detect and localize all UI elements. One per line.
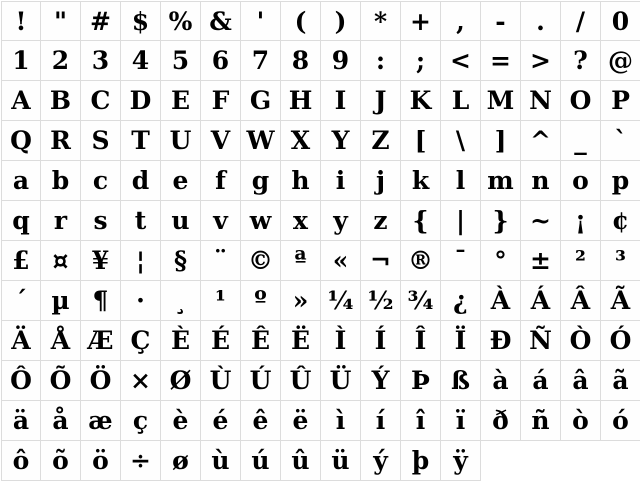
glyph-cell[interactable]: o — [561, 161, 601, 201]
glyph-cell[interactable]: Â — [561, 281, 601, 321]
glyph-cell[interactable]: ' — [241, 1, 281, 41]
glyph-cell[interactable]: q — [1, 201, 41, 241]
glyph-cell[interactable]: t — [121, 201, 161, 241]
glyph-cell[interactable]: ) — [321, 1, 361, 41]
glyph-cell[interactable]: ï — [441, 401, 481, 441]
glyph-cell[interactable]: H — [281, 81, 321, 121]
glyph-cell[interactable]: F — [201, 81, 241, 121]
glyph-cell[interactable]: 1 — [1, 41, 41, 81]
glyph-cell[interactable]: 8 — [281, 41, 321, 81]
glyph-cell[interactable]: ù — [201, 441, 241, 481]
glyph-cell[interactable]: ! — [1, 1, 41, 41]
glyph-cell[interactable]: ¦ — [121, 241, 161, 281]
glyph-cell[interactable]: ÿ — [441, 441, 481, 481]
glyph-cell[interactable]: M — [481, 81, 521, 121]
glyph-row — [1, 41, 640, 81]
glyph-cell[interactable]: G — [241, 81, 281, 121]
glyph-cell[interactable]: Ò — [561, 321, 601, 361]
glyph-cell[interactable]: u — [161, 201, 201, 241]
glyph-cell[interactable]: è — [161, 401, 201, 441]
glyph-cell[interactable]: é — [201, 401, 241, 441]
glyph-cell[interactable]: / — [561, 1, 601, 41]
glyph-cell[interactable]: ¹ — [201, 281, 241, 321]
glyph-cell[interactable]: & — [201, 1, 241, 41]
glyph-row — [1, 201, 640, 241]
glyph-cell[interactable]: Ë — [281, 321, 321, 361]
glyph-cell[interactable]: Ð — [481, 321, 521, 361]
glyph-cell[interactable]: _ — [561, 121, 601, 161]
glyph-cell[interactable]: 9 — [321, 41, 361, 81]
glyph-cell[interactable]: º — [241, 281, 281, 321]
glyph-cell[interactable]: i — [321, 161, 361, 201]
glyph-cell[interactable]: : — [361, 41, 401, 81]
glyph-cell[interactable]: î — [401, 401, 441, 441]
glyph-cell[interactable]: w — [241, 201, 281, 241]
glyph-cell[interactable]: B — [41, 81, 81, 121]
glyph-cell[interactable]: ± — [521, 241, 561, 281]
glyph-cell[interactable]: 6 — [201, 41, 241, 81]
glyph-cell[interactable]: } — [481, 201, 521, 241]
glyph-cell[interactable]: J — [361, 81, 401, 121]
glyph-cell[interactable]: + — [401, 1, 441, 41]
glyph-cell[interactable]: Ý — [361, 361, 401, 401]
glyph-cell[interactable]: [ — [401, 121, 441, 161]
glyph-cell[interactable]: m — [481, 161, 521, 201]
glyph-cell[interactable]: Y — [321, 121, 361, 161]
glyph-cell[interactable]: Ï — [441, 321, 481, 361]
glyph-cell[interactable]: z — [361, 201, 401, 241]
glyph-cell[interactable]: ¾ — [401, 281, 441, 321]
glyph-cell[interactable]: > — [521, 41, 561, 81]
glyph-cell[interactable]: P — [601, 81, 640, 121]
glyph-cell[interactable]: ê — [241, 401, 281, 441]
glyph-cell[interactable]: £ — [1, 241, 41, 281]
glyph-cell[interactable]: E — [161, 81, 201, 121]
glyph-cell[interactable]: þ — [401, 441, 441, 481]
glyph-row — [1, 441, 640, 481]
glyph-cell[interactable]: Q — [1, 121, 41, 161]
glyph-cell[interactable]: À — [481, 281, 521, 321]
glyph-cell[interactable]: , — [441, 1, 481, 41]
glyph-cell[interactable]: å — [41, 401, 81, 441]
glyph-cell[interactable]: ^ — [521, 121, 561, 161]
glyph-cell[interactable]: p — [601, 161, 640, 201]
glyph-cell[interactable]: h — [281, 161, 321, 201]
glyph-cell[interactable]: ÷ — [121, 441, 161, 481]
glyph-cell[interactable]: ú — [241, 441, 281, 481]
glyph-cell[interactable]: C — [81, 81, 121, 121]
glyph-cell[interactable]: ² — [561, 241, 601, 281]
glyph-cell[interactable]: õ — [41, 441, 81, 481]
glyph-cell[interactable]: c — [81, 161, 121, 201]
glyph-cell[interactable]: b — [41, 161, 81, 201]
glyph-cell[interactable]: = — [481, 41, 521, 81]
glyph-cell[interactable]: N — [521, 81, 561, 121]
glyph-cell[interactable]: ¯ — [441, 241, 481, 281]
glyph-cell[interactable]: µ — [41, 281, 81, 321]
glyph-cell[interactable]: < — [441, 41, 481, 81]
glyph-cell[interactable]: y — [321, 201, 361, 241]
glyph-cell[interactable]: Ù — [201, 361, 241, 401]
glyph-cell[interactable]: í — [361, 401, 401, 441]
glyph-cell[interactable]: ® — [401, 241, 441, 281]
glyph-cell[interactable]: Ö — [81, 361, 121, 401]
glyph-cell[interactable]: T — [121, 121, 161, 161]
glyph-cell[interactable]: ö — [81, 441, 121, 481]
glyph-cell[interactable]: ¥ — [81, 241, 121, 281]
glyph-cell[interactable]: A — [1, 81, 41, 121]
glyph-cell[interactable]: . — [521, 1, 561, 41]
glyph-row — [1, 281, 640, 321]
glyph-cell[interactable]: ¬ — [361, 241, 401, 281]
glyph-cell[interactable]: a — [1, 161, 41, 201]
glyph-cell[interactable]: ì — [321, 401, 361, 441]
glyph-cell[interactable]: # — [81, 1, 121, 41]
glyph-cell[interactable]: D — [121, 81, 161, 121]
glyph-cell[interactable]: ¢ — [601, 201, 640, 241]
glyph-cell[interactable]: æ — [81, 401, 121, 441]
glyph-cell[interactable]: Û — [281, 361, 321, 401]
glyph-cell[interactable]: 7 — [241, 41, 281, 81]
glyph-cell[interactable]: ~ — [521, 201, 561, 241]
glyph-row — [1, 1, 640, 41]
glyph-cell[interactable]: 4 — [121, 41, 161, 81]
glyph-cell[interactable]: R — [41, 121, 81, 161]
glyph-cell[interactable]: 2 — [41, 41, 81, 81]
glyph-cell[interactable]: Ñ — [521, 321, 561, 361]
glyph-cell[interactable]: % — [161, 1, 201, 41]
glyph-cell[interactable]: v — [201, 201, 241, 241]
glyph-cell[interactable]: » — [281, 281, 321, 321]
glyph-cell[interactable]: K — [401, 81, 441, 121]
glyph-cell[interactable]: k — [401, 161, 441, 201]
glyph-cell[interactable]: ¡ — [561, 201, 601, 241]
glyph-row — [1, 321, 640, 361]
glyph-cell[interactable]: I — [321, 81, 361, 121]
glyph-cell[interactable]: O — [561, 81, 601, 121]
glyph-cell[interactable]: " — [41, 1, 81, 41]
glyph-cell[interactable]: L — [441, 81, 481, 121]
glyph-cell[interactable]: Ê — [241, 321, 281, 361]
glyph-cell[interactable]: X — [281, 121, 321, 161]
glyph-cell[interactable]: Á — [521, 281, 561, 321]
glyph-cell[interactable]: ( — [281, 1, 321, 41]
glyph-cell[interactable]: d — [121, 161, 161, 201]
glyph-cell[interactable]: Î — [401, 321, 441, 361]
glyph-cell[interactable]: Ì — [321, 321, 361, 361]
glyph-cell[interactable]: Z — [361, 121, 401, 161]
glyph-cell[interactable]: ò — [561, 401, 601, 441]
glyph-cell[interactable]: ª — [281, 241, 321, 281]
glyph-cell[interactable]: W — [241, 121, 281, 161]
glyph-cell[interactable]: ³ — [601, 241, 640, 281]
glyph-cell[interactable]: È — [161, 321, 201, 361]
glyph-cell[interactable]: Ç — [121, 321, 161, 361]
glyph-cell[interactable]: $ — [121, 1, 161, 41]
glyph-cell[interactable]: ] — [481, 121, 521, 161]
glyph-cell[interactable]: ñ — [521, 401, 561, 441]
glyph-cell[interactable]: Ä — [1, 321, 41, 361]
glyph-cell[interactable]: Ú — [241, 361, 281, 401]
glyph-cell[interactable]: j — [361, 161, 401, 201]
glyph-cell[interactable]: « — [321, 241, 361, 281]
glyph-row — [1, 401, 640, 441]
glyph-cell[interactable]: e — [161, 161, 201, 201]
glyph-cell[interactable]: ß — [441, 361, 481, 401]
glyph-cell[interactable]: · — [121, 281, 161, 321]
glyph-cell[interactable]: â — [561, 361, 601, 401]
glyph-cell[interactable]: Í — [361, 321, 401, 361]
glyph-cell[interactable]: § — [161, 241, 201, 281]
glyph-cell[interactable]: | — [441, 201, 481, 241]
glyph-cell[interactable]: Ã — [601, 281, 640, 321]
glyph-cell[interactable]: ã — [601, 361, 640, 401]
glyph-cell[interactable]: Ô — [1, 361, 41, 401]
glyph-cell[interactable]: ó — [601, 401, 640, 441]
glyph-cell[interactable]: á — [521, 361, 561, 401]
glyph-cell[interactable]: ü — [321, 441, 361, 481]
glyph-row — [1, 161, 640, 201]
glyph-row — [1, 361, 640, 401]
glyph-cell[interactable]: \ — [441, 121, 481, 161]
glyph-cell[interactable]: * — [361, 1, 401, 41]
glyph-cell[interactable]: ¶ — [81, 281, 121, 321]
glyph-cell[interactable]: S — [81, 121, 121, 161]
glyph-row — [1, 241, 640, 281]
glyph-cell[interactable]: Þ — [401, 361, 441, 401]
glyph-cell[interactable]: - — [481, 1, 521, 41]
glyph-cell[interactable]: ½ — [361, 281, 401, 321]
glyph-cell[interactable]: × — [121, 361, 161, 401]
glyph-cell[interactable]: { — [401, 201, 441, 241]
glyph-cell[interactable]: n — [521, 161, 561, 201]
glyph-cell[interactable]: ¤ — [41, 241, 81, 281]
glyph-cell[interactable]: ° — [481, 241, 521, 281]
glyph-cell[interactable]: ý — [361, 441, 401, 481]
glyph-cell[interactable]: ð — [481, 401, 521, 441]
glyph-cell[interactable]: Ø — [161, 361, 201, 401]
glyph-cell[interactable]: ¼ — [321, 281, 361, 321]
glyph-cell[interactable]: Å — [41, 321, 81, 361]
glyph-cell[interactable]: ¨ — [201, 241, 241, 281]
glyph-cell[interactable]: U — [161, 121, 201, 161]
glyph-cell[interactable]: ø — [161, 441, 201, 481]
glyph-row — [1, 121, 640, 161]
glyph-cell[interactable]: ç — [121, 401, 161, 441]
glyph-cell[interactable]: V — [201, 121, 241, 161]
glyph-cell[interactable]: ¿ — [441, 281, 481, 321]
glyph-cell[interactable]: s — [81, 201, 121, 241]
glyph-cell[interactable]: Ü — [321, 361, 361, 401]
glyph-cell[interactable]: l — [441, 161, 481, 201]
glyph-cell[interactable]: 5 — [161, 41, 201, 81]
glyph-cell[interactable]: ô — [1, 441, 41, 481]
glyph-cell[interactable]: 3 — [81, 41, 121, 81]
glyph-cell[interactable]: Ó — [601, 321, 640, 361]
glyph-cell[interactable]: û — [281, 441, 321, 481]
glyph-cell[interactable]: @ — [601, 41, 640, 81]
glyph-cell[interactable]: ` — [601, 121, 640, 161]
glyph-row — [1, 81, 640, 121]
glyph-cell[interactable]: Õ — [41, 361, 81, 401]
glyph-cell[interactable]: ´ — [1, 281, 41, 321]
glyph-cell[interactable]: 0 — [601, 1, 640, 41]
glyph-cell[interactable]: x — [281, 201, 321, 241]
glyph-cell[interactable]: É — [201, 321, 241, 361]
glyph-cell[interactable]: ë — [281, 401, 321, 441]
glyph-cell[interactable]: g — [241, 161, 281, 201]
glyph-cell[interactable]: Æ — [81, 321, 121, 361]
glyph-cell[interactable]: ¸ — [161, 281, 201, 321]
glyph-cell[interactable]: © — [241, 241, 281, 281]
glyph-cell[interactable]: à — [481, 361, 521, 401]
glyph-cell[interactable]: ; — [401, 41, 441, 81]
glyph-cell[interactable]: ä — [1, 401, 41, 441]
glyph-cell[interactable]: r — [41, 201, 81, 241]
character-grid — [1, 1, 640, 481]
glyph-cell[interactable]: ? — [561, 41, 601, 81]
glyph-cell[interactable]: f — [201, 161, 241, 201]
